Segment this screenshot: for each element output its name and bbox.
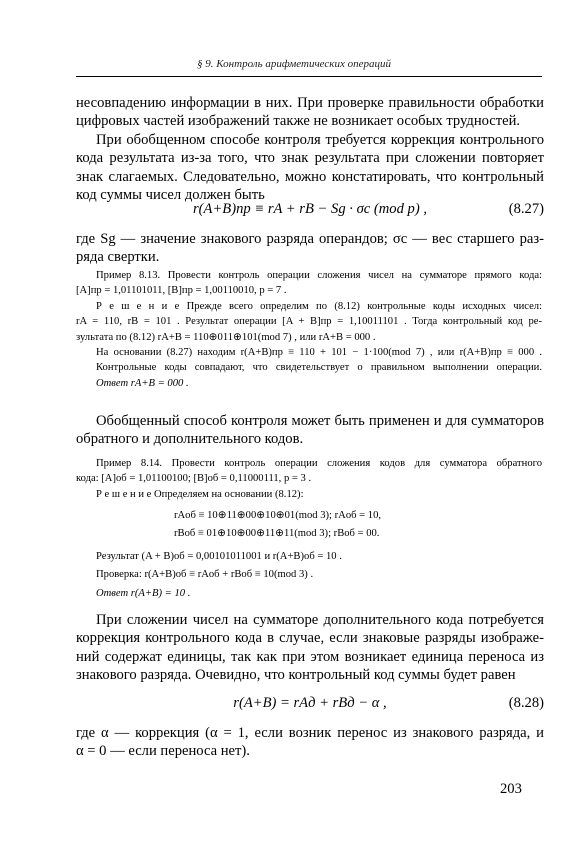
equation-8-27 xyxy=(76,201,544,223)
example-8-14 xyxy=(76,456,542,601)
example-line: Р е ш е н и е Определяем на основании (8.12): xyxy=(96,488,304,500)
text-line: цифровых частей изображений также не возникает особых трудностей. xyxy=(76,113,521,130)
equation-formula: r(A+B) = rAд + rBд − α , xyxy=(233,695,387,711)
example-line: Пример 8.14. Провести контроль операции сложения кодов для сумматора обратного xyxy=(96,458,542,469)
text-line: несовпадению информации в них. При проверке правильности обработки xyxy=(76,95,544,111)
example-line: Р е ш е н и е Прежде всего определим по (8.12) контрольные коды исходных чисел: xyxy=(96,300,542,312)
page-number: 203 xyxy=(500,781,522,797)
text-line: код суммы чисел должен быть xyxy=(76,187,265,204)
equation-formula: r(A+B)пр ≡ rA + rB − Sg · σс (mod p) , xyxy=(193,201,427,217)
text-line: Обобщенный способ контроля может быть применен и для сумматоров xyxy=(96,413,544,429)
equation-number: (8.28) xyxy=(508,695,544,711)
text-line: кода результата из-за того, что знак результата при сложении повторяет xyxy=(76,150,544,167)
text-line: обратного и дополнительного кодов. xyxy=(76,431,304,448)
paragraph-1 xyxy=(76,94,544,131)
text-line: При обобщенном способе контроля требуется коррекция контрольного xyxy=(96,132,544,148)
example-line: кода: [A]об = 1,01100100; [B]об = 0,11000111, p = 3 . xyxy=(76,473,312,485)
example-line: [A]пр = 1,01101011, [B]пр = 1,00110010, p = 7 . xyxy=(76,285,287,297)
text-line: ний содержат единицы, так как при этом возникает единица переноса из xyxy=(76,648,544,665)
text-line: где Sg — значение знакового разряда операндов; σс — вес старшего раз- xyxy=(76,231,544,247)
example-8-13 xyxy=(76,268,542,391)
text-line: α = 0 — если переноса нет). xyxy=(76,743,250,760)
text-line: знакового разряда. Очевидно, что контрольный код суммы будет равен xyxy=(76,667,516,684)
text-line: коррекция контрольного кода в случае, если знаковые разряды изображе- xyxy=(76,630,544,647)
paragraph-2 xyxy=(76,131,544,205)
example-line: зультата по (8.12) rA+B = 110⊕011⊕101(mod 7) , или rA+B = 000 . xyxy=(76,331,376,343)
paragraph-3 xyxy=(76,230,544,267)
example-formula: rBоб ≡ 01⊕10⊕00⊕11⊕11(mod 3); rBоб = 00. xyxy=(174,527,380,539)
example-formula: rAоб ≡ 10⊕11⊕00⊕10⊕01(mod 3); rAоб = 10, xyxy=(174,510,382,522)
paragraph-6 xyxy=(76,724,544,761)
text-line: ряда свертки. xyxy=(76,249,160,266)
running-header: § 9. Контроль арифметических операций xyxy=(197,58,391,70)
paragraph-5 xyxy=(76,611,544,685)
example-answer: Ответ r(A+B) = 10 . xyxy=(96,587,191,599)
text-line: При сложении чисел на сумматоре дополнительного кода потребуется xyxy=(96,612,544,628)
example-line: rA = 110, rB = 101 . Результат операции [A + B]пр = 1,10011101 . Тогда контрольный код ре- xyxy=(76,316,542,328)
header-rule xyxy=(76,76,542,77)
equation-number: (8.27) xyxy=(508,201,544,217)
example-line: Результат (A + B)об = 0,00101011001 и r(A+B)об = 10 . xyxy=(96,550,342,562)
paragraph-4 xyxy=(76,412,544,449)
example-line: Пример 8.13. Провести контроль операции сложения чисел на сумматоре прямого кода: xyxy=(96,270,542,281)
example-line: На основании (8.27) находим r(A+B)пр ≡ 110 + 101 − 1·100(mod 7) , или r(A+B)пр ≡ 000 . xyxy=(96,346,542,358)
example-answer: Ответ rA+B = 000 . xyxy=(96,377,189,389)
text-line: где α — коррекция (α = 1, если возник перенос из знакового разряда, и xyxy=(76,725,544,741)
equation-8-28 xyxy=(76,695,544,717)
example-line: Проверка: r(A+B)об ≡ rAоб + rBоб ≡ 10(mod 3) . xyxy=(96,569,314,581)
example-line: Контрольные коды совпадают, что свидетельствует о правильном выполнении операции. xyxy=(96,362,542,374)
text-line: знак слагаемых. Следовательно, можно констатировать, что контрольный xyxy=(76,168,544,185)
